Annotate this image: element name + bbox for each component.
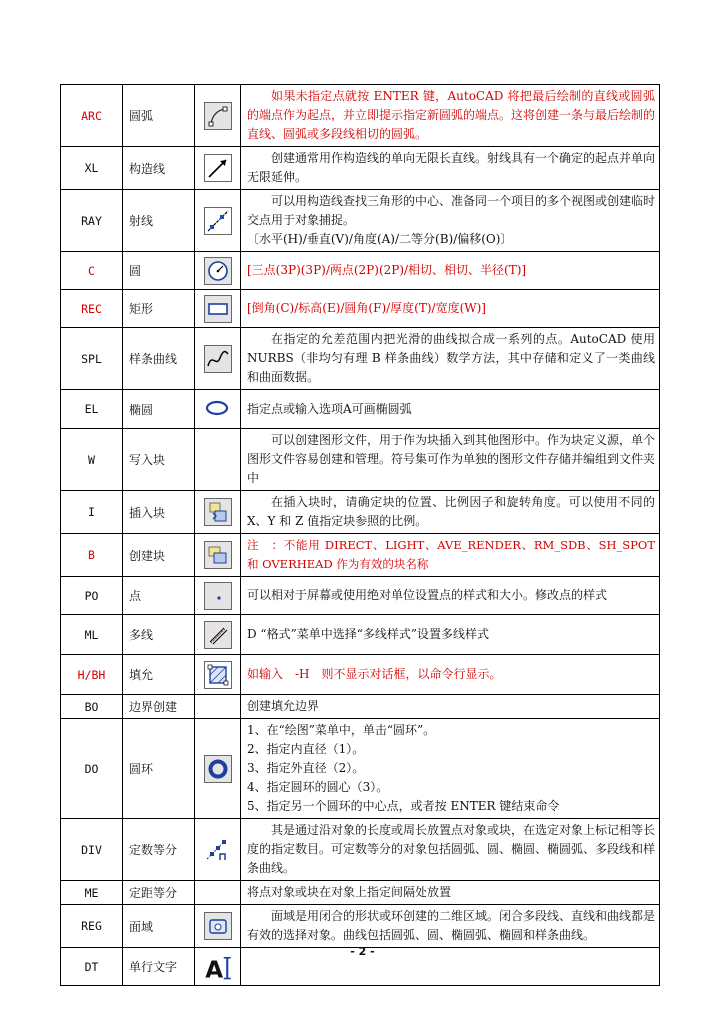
command-name: 圆 xyxy=(123,252,195,290)
multiline-icon xyxy=(204,621,232,649)
command-description: 注 ：不能用 DIRECT、LIGHT、AVE_RENDER、RM_SDB、SH_SPOT 和 OVERHEAD 作为有效的块名称 xyxy=(241,534,660,577)
command-table xyxy=(60,84,660,986)
construction-line-icon xyxy=(204,154,232,182)
command-code: DT xyxy=(61,948,123,986)
table-row xyxy=(61,577,660,615)
command-description: 在插入块时，请确定块的位置、比例因子和旋转角度。可以使用不同的 X、Y 和 Z 值指定块参照的比例。 xyxy=(241,491,660,534)
command-name: 定距等分 xyxy=(123,881,195,905)
table-row xyxy=(61,534,660,577)
command-description: 指定点或输入选项A可画椭圆弧 xyxy=(241,390,660,429)
command-code: PO xyxy=(61,577,123,615)
command-name: 构造线 xyxy=(123,147,195,190)
step-item: 4、指定圆环的圆心（3）。 xyxy=(247,780,389,794)
svg-text:A: A xyxy=(204,956,223,982)
command-code: XL xyxy=(61,147,123,190)
spline-icon xyxy=(204,345,232,373)
divide-icon xyxy=(204,836,232,864)
command-description xyxy=(241,190,660,252)
command-code: I xyxy=(61,491,123,534)
command-description: [倒角(C)/标高(E)/圆角(F)/厚度(T)/宽度(W)] xyxy=(241,290,660,328)
table-row xyxy=(61,390,660,429)
command-description: 在指定的允差范围内把光滑的曲线拟合成一系列的点。AutoCAD 使用 NURBS（非均匀有理 B 样条曲线）数学方法，其中存储和定义了一类曲线和曲面数据。 xyxy=(241,328,660,390)
donut-icon xyxy=(204,755,232,783)
command-code: DO xyxy=(61,719,123,819)
rectangle-icon xyxy=(204,295,232,323)
command-name: 面域 xyxy=(123,905,195,948)
table-row xyxy=(61,147,660,190)
command-code: ARC xyxy=(61,85,123,147)
command-name: 定数等分 xyxy=(123,819,195,881)
point-icon xyxy=(204,582,232,610)
command-name: 矩形 xyxy=(123,290,195,328)
command-name: 圆弧 xyxy=(123,85,195,147)
command-description: 如输入 -H 则不显示对话框，以命令行显示。 xyxy=(241,655,660,695)
page-number: - 2 - xyxy=(350,945,375,958)
command-name: 椭圆 xyxy=(123,390,195,429)
circle-icon xyxy=(204,257,232,285)
create-block-icon xyxy=(204,541,232,569)
command-code: SPL xyxy=(61,328,123,390)
command-code: ME xyxy=(61,881,123,905)
command-code: BO xyxy=(61,695,123,719)
command-name: 插入块 xyxy=(123,491,195,534)
table-row xyxy=(61,328,660,390)
command-name: 点 xyxy=(123,577,195,615)
table-row xyxy=(61,290,660,328)
command-code: H/BH xyxy=(61,655,123,695)
command-description: 创建填允边界 xyxy=(241,695,660,719)
command-code: W xyxy=(61,429,123,491)
table-row xyxy=(61,429,660,491)
table-row xyxy=(61,190,660,252)
command-name: 填允 xyxy=(123,655,195,695)
table-row xyxy=(61,85,660,147)
command-description: 将点对象或块在对象上指定间隔处放置 xyxy=(241,881,660,905)
command-code: REC xyxy=(61,290,123,328)
region-icon xyxy=(204,912,232,940)
arc-icon xyxy=(204,102,232,130)
step-item: 3、指定外直径（2）。 xyxy=(247,761,365,775)
command-name: 样条曲线 xyxy=(123,328,195,390)
table-row xyxy=(61,655,660,695)
command-code: C xyxy=(61,252,123,290)
command-code: RAY xyxy=(61,190,123,252)
step-item: 2、指定内直径（1）。 xyxy=(247,742,365,756)
command-description: 创建通常用作构造线的单向无限长直线。射线具有一个确定的起点并单向无限延伸。 xyxy=(241,147,660,190)
ellipse-icon xyxy=(204,395,232,423)
command-name: 射线 xyxy=(123,190,195,252)
command-description xyxy=(241,719,660,819)
command-description: 可以创建图形文件，用于作为块插入到其他图形中。作为块定义源，单个图形文件容易创建和管理。符号集可作为单独的图形文件存储并编组到文件夹中 xyxy=(241,429,660,491)
command-description: 面域是用闭合的形状或环创建的二维区域。闭合多段线、直线和曲线都是有效的选择对象。曲线包括圆弧、圆、椭圆弧、椭圆和样条曲线。 xyxy=(241,905,660,948)
options-line: 〔水平(H)/垂直(V)/角度(A)/二等分(B)/偏移(O)〕 xyxy=(247,232,513,246)
command-name: 创建块 xyxy=(123,534,195,577)
step-item: 5、指定另一个圆环的中心点，或者按 ENTER 键结束命令 xyxy=(247,799,560,813)
table-row xyxy=(61,819,660,881)
command-name: 写入块 xyxy=(123,429,195,491)
table-row xyxy=(61,615,660,655)
table-row xyxy=(61,695,660,719)
table-row xyxy=(61,491,660,534)
description-line: 可以用构造线查找三角形的中心、准备同一个项目的多个视图或创建临时交点用于对象捕捉。 xyxy=(247,194,656,227)
table-row xyxy=(61,252,660,290)
table-row xyxy=(61,881,660,905)
command-name: 边界创建 xyxy=(123,695,195,719)
command-description: 如果未指定点就按 ENTER 键，AutoCAD 将把最后绘制的直线或圆弧的端点作为起点，并立即提示指定新圆弧的端点。这将创建一条与最后绘制的直线、圆弧或多段线相切的圆弧。 xyxy=(241,85,660,147)
table-row xyxy=(61,905,660,948)
command-description: 可以相对于屏幕或使用绝对单位设置点的样式和大小。修改点的样式 xyxy=(241,577,660,615)
command-description: D “格式”菜单中选择“多线样式”设置多线样式 xyxy=(241,615,660,655)
table-row xyxy=(61,719,660,819)
command-name: 多线 xyxy=(123,615,195,655)
hatch-icon xyxy=(204,661,232,689)
command-code: ML xyxy=(61,615,123,655)
step-item: 1、在“绘图”菜单中，单击“圆环”。 xyxy=(247,723,436,737)
command-name: 单行文字 xyxy=(123,948,195,986)
command-code: DIV xyxy=(61,819,123,881)
insert-block-icon xyxy=(204,498,232,526)
command-name: 圆环 xyxy=(123,719,195,819)
command-code: REG xyxy=(61,905,123,948)
command-description: [三点(3P)(3P)/两点(2P)(2P)/相切、相切、半径(T)] xyxy=(241,252,660,290)
command-code: EL xyxy=(61,390,123,429)
command-code: B xyxy=(61,534,123,577)
command-description: 其是通过沿对象的长度或周长放置点对象或块，在选定对象上标记相等长度的指定数目。可定数等分的对象包括圆弧、圆、椭圆、椭圆弧、多段线和样条曲线。 xyxy=(241,819,660,881)
ray-icon xyxy=(204,207,232,235)
